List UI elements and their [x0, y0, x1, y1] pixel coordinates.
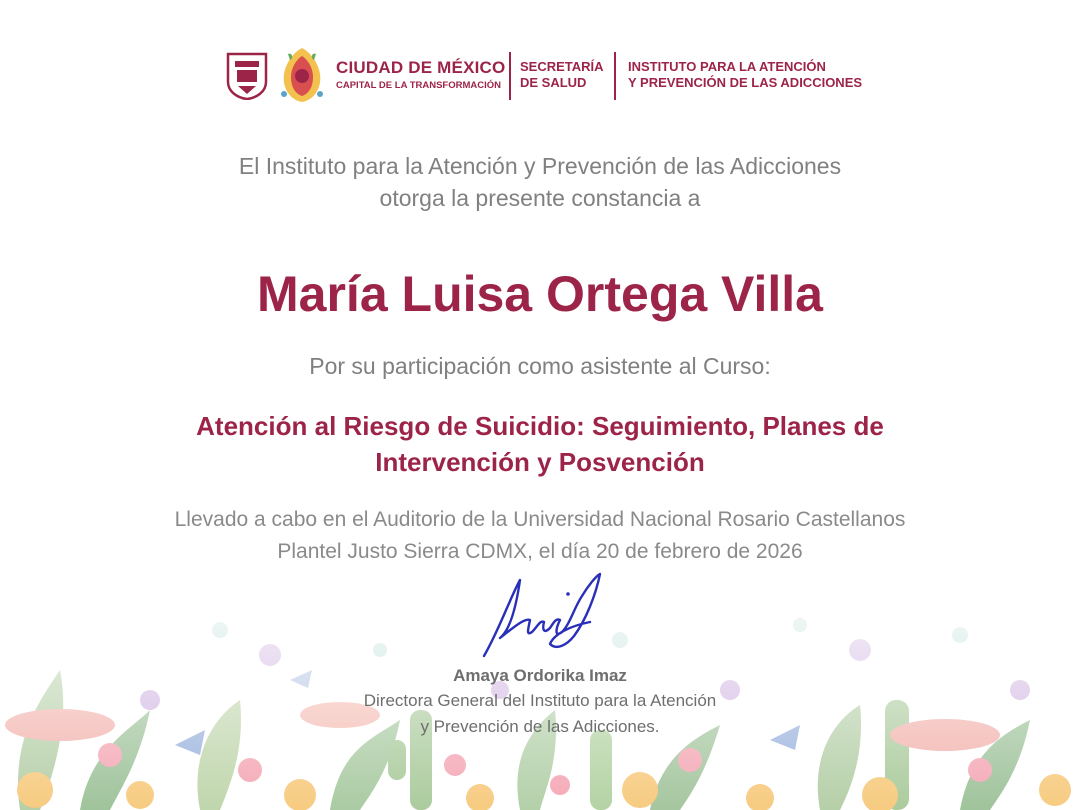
city-subtitle: CAPITAL DE LA TRANSFORMACIÓN [336, 80, 502, 91]
place-line1: Llevado a cabo en el Auditorio de la Universidad Nacional Rosario Castellanos [174, 508, 906, 531]
signatory-name: Amaya Ordorika Imaz [453, 666, 627, 685]
recipient-name: María Luisa Ortega Villa [257, 266, 823, 322]
secretaria-label [520, 59, 604, 91]
intro-text [0, 150, 1080, 214]
handwritten-signature [470, 568, 610, 668]
signatory-role [0, 688, 1080, 740]
participation-text: Por su participación como asistente al Curso: [309, 353, 771, 379]
course-line2: Intervención y Posvención [375, 447, 705, 477]
header-divider [614, 52, 616, 100]
secretaria-line2: DE SALUD [520, 75, 587, 90]
place-line2: Plantel Justo Sierra CDMX, el día 20 de febrero de 2026 [277, 540, 803, 563]
role-line1: Directora General del Instituto para la Atención [363, 691, 717, 710]
intro-line1: El Instituto para la Atención y Prevención de las Adicciones [238, 153, 842, 179]
event-place-date [0, 504, 1080, 568]
course-title [0, 408, 1080, 480]
header-divider [509, 52, 511, 100]
course-line1: Atención al Riesgo de Suicidio: Seguimiento, Planes de [196, 411, 884, 441]
intro-line2: otorga la presente constancia a [379, 185, 701, 211]
city-title: CIUDAD DE MÉXICO [336, 58, 506, 77]
institute-label [628, 59, 862, 91]
institute-line2: Y PREVENCIÓN DE LAS ADICCIONES [628, 75, 863, 90]
role-line2: y Prevención de las Adicciones. [420, 717, 660, 736]
institute-line1: INSTITUTO PARA LA ATENCIÓN [628, 59, 826, 74]
header-logos [226, 44, 866, 106]
cdmx-glyph-icon [278, 44, 326, 104]
cdmx-shield-icon [226, 52, 268, 100]
secretaria-line1: SECRETARÍA [520, 59, 604, 74]
